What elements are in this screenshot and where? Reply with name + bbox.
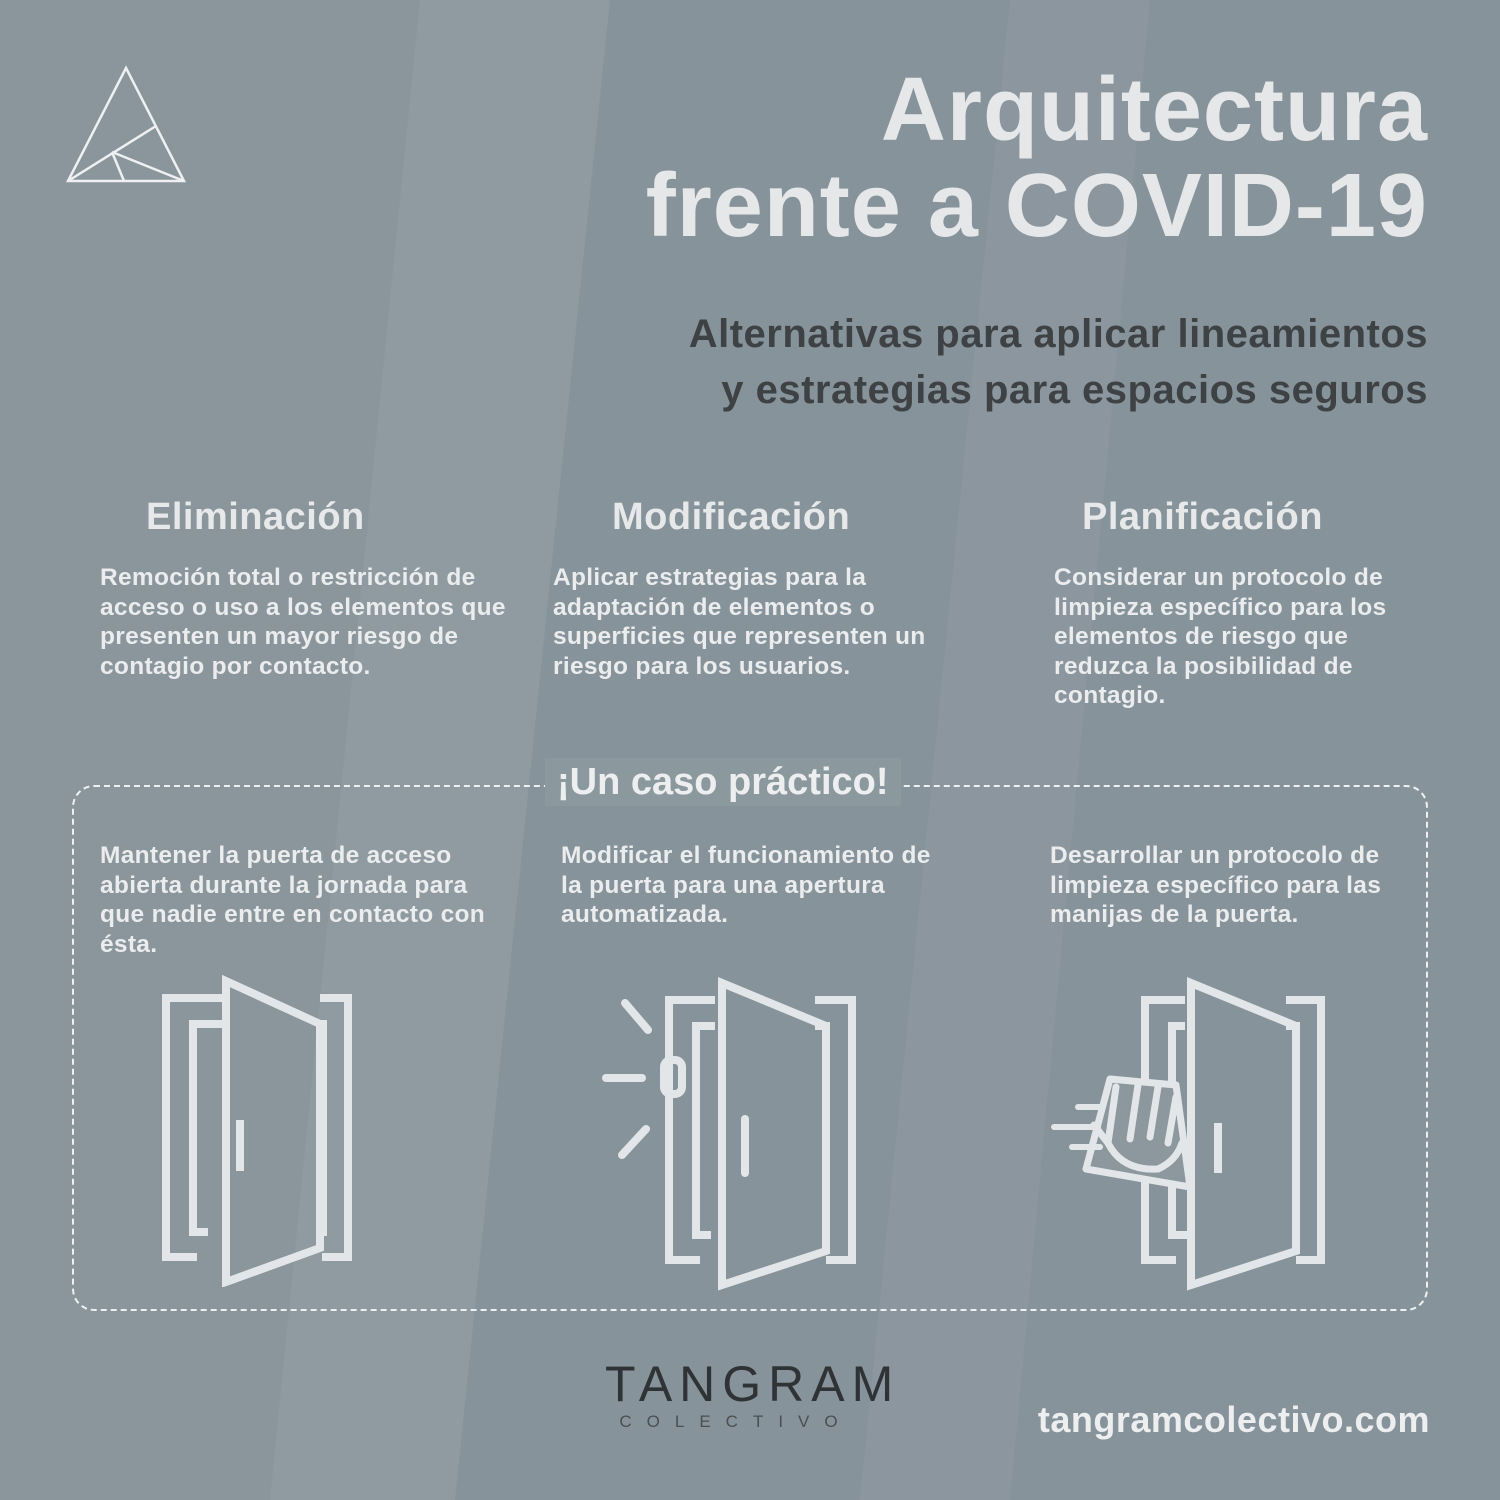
case-text-cleaning: Desarrollar un protocolo de limpieza específico para las manijas de la puerta. [1050,842,1382,928]
heading-modificacion: Modificación [612,496,851,538]
open-door-icon [160,975,355,1287]
text-modificacion: Aplicar estrategias para la adaptación de elementos o superficies que representen un riesgo para los usuarios. [553,564,926,680]
brand-name: TANGRAM [605,1356,901,1412]
heading-planificacion: Planificación [1082,496,1323,538]
title-line-2: frente a COVID-19 [645,156,1428,256]
subtitle-line-2: y estrategias para espacios seguros [721,368,1428,412]
title-line-1: Arquitectura [880,60,1428,160]
text-planificacion: Considerar un protocolo de limpieza específico para los elementos de riesgo que reduzca la posibilidad de contagio. [1054,564,1387,709]
subtitle-line-1: Alternativas para aplicar lineamientos [688,312,1428,356]
case-text-automatic-door: Modificar el funcionamiento de la puerta para una apertura automatizada. [561,842,931,928]
case-text-open-door: Mantener la puerta de acceso abierta durante la jornada para que nadie entre en contacto con ésta. [100,842,486,958]
page-subtitle [468,306,1428,418]
website-link[interactable]: tangramcolectivo.com [1037,1399,1430,1440]
door-cleaning-icon [1050,975,1330,1291]
page-title [528,62,1428,254]
brand-subtitle: COLECTIVO [619,1412,853,1431]
automatic-door-icon [600,975,860,1291]
heading-eliminacion: Eliminación [146,496,365,538]
case-title: ¡Un caso práctico! [545,758,901,806]
tangram-triangle-logo [64,64,188,184]
text-eliminacion: Remoción total o restricción de acceso o uso a los elementos que presenten un mayor riesgo de contagio por contacto. [100,564,506,680]
